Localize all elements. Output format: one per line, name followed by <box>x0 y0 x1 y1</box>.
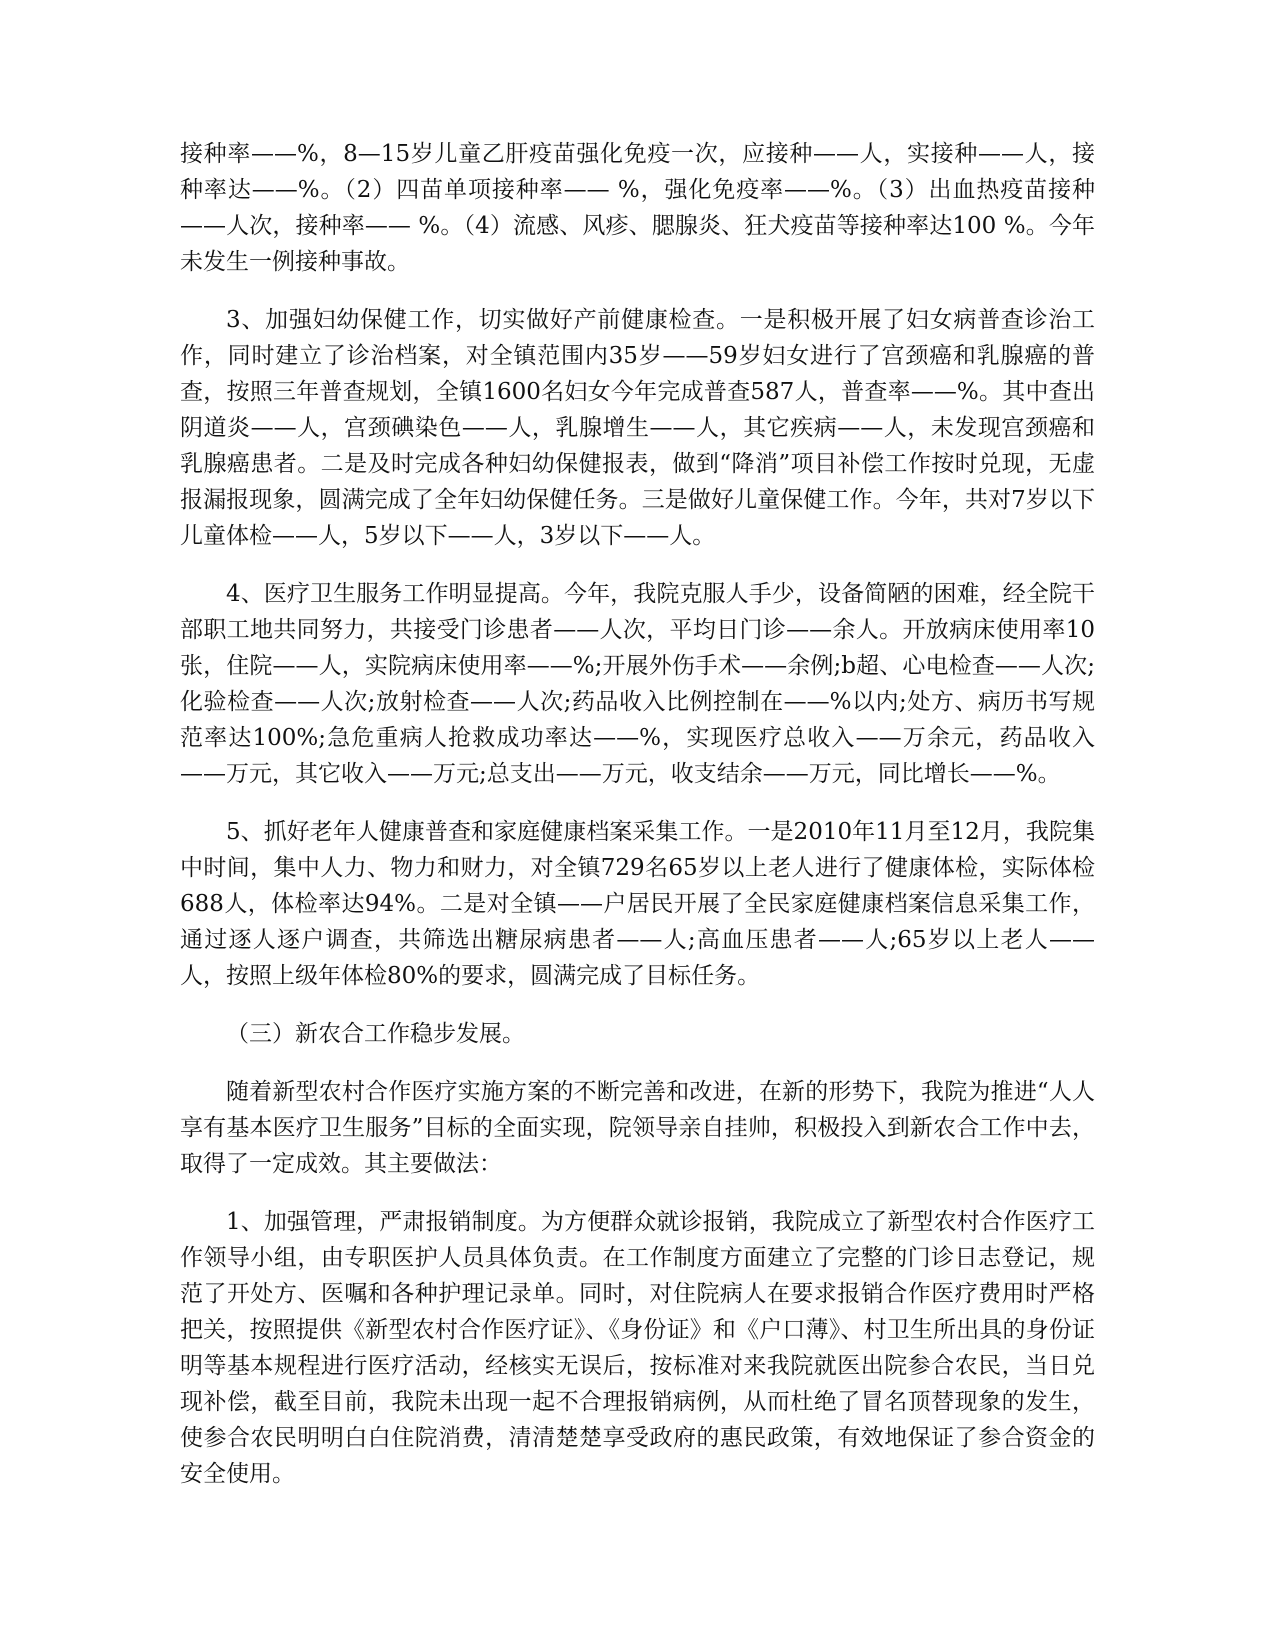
paragraph-medical-services: 4、医疗卫生服务工作明显提高。今年，我院克服人手少，设备简陋的困难，经全院干部职工地共同努力，共接受门诊患者——人次，平均日门诊——余人。开放病床使用率10张，住院——人，实院病床使用率——%;开展外伤手术——余例;b超、心电检查——人次;化验检查——人次;放射检查——人次;药品收入比例控制在——%以内;处方、病历书写规范率达100%;急危重病人抢救成功率达——%，实现医疗总收入——万余元，药品收入——万元，其它收入——万元;总支出——万元，收支结余——万元，同比增长——%。 <box>180 581 1095 787</box>
paragraph-vaccination-rates: 接种率——%，8—15岁儿童乙肝疫苗强化免疫一次，应接种——人，实接种——人，接种率达——%。（2）四苗单项接种率—— %，强化免疫率——%。（3）出血热疫苗接种——人次，接种率—— %。（4）流感、风疹、腮腺炎、狂犬疫苗等接种率达100 %。今年未发生一例接种事故。 <box>180 141 1095 275</box>
document-page <box>180 136 1095 1514</box>
section-heading-new-rural-cooperative: （三）新农合工作稳步发展。 <box>226 1021 525 1047</box>
paragraph-elderly-health-records: 5、抓好老年人健康普查和家庭健康档案采集工作。一是2010年11月至12月，我院集中时间，集中人力、物力和财力，对全镇729名65岁以上老人进行了健康体检，实际体检688人，体检率达94%。二是对全镇——户居民开展了全民家庭健康档案信息采集工作，通过逐人逐户调查，共筛选出糖尿病患者——人;高血压患者——人;65岁以上老人——人，按照上级年体检80%的要求，圆满完成了目标任务。 <box>180 819 1095 989</box>
paragraph-reimbursement-management: 1、加强管理，严肃报销制度。为方便群众就诊报销，我院成立了新型农村合作医疗工作领导小组，由专职医护人员具体负责。在工作制度方面建立了完整的门诊日志登记，规范了开处方、医嘱和各种护理记录单。同时，对住院病人在要求报销合作医疗费用时严格把关，按照提供《新型农村合作医疗证》、《身份证》和《户口薄》、村卫生所出具的身份证明等基本规程进行医疗活动，经核实无误后，按标准对来我院就医出院参合农民，当日兑现补偿，截至目前，我院未出现一起不合理报销病例，从而杜绝了冒名顶替现象的发生，使参合农民明明白白住院消费，清清楚楚享受政府的惠民政策，有效地保证了参合资金的安全使用。 <box>180 1209 1095 1487</box>
paragraph-cooperative-intro: 随着新型农村合作医疗实施方案的不断完善和改进，在新的形势下，我院为推进“人人享有基本医疗卫生服务”目标的全面实现，院领导亲自挂帅，积极投入到新农合工作中去，取得了一定成效。其主要做法： <box>180 1079 1095 1177</box>
paragraph-maternal-child-health: 3、加强妇幼保健工作，切实做好产前健康检查。一是积极开展了妇女病普查诊治工作，同时建立了诊治档案，对全镇范围内35岁——59岁妇女进行了宫颈癌和乳腺癌的普查，按照三年普查规划，全镇1600名妇女今年完成普查587人，普查率——%。其中查出阴道炎——人，宫颈碘染色——人，乳腺增生——人，其它疾病——人，未发现宫颈癌和乳腺癌患者。二是及时完成各种妇幼保健报表，做到“降消”项目补偿工作按时兑现，无虚报漏报现象，圆满完成了全年妇幼保健任务。三是做好儿童保健工作。今年，共对7岁以下儿童体检——人，5岁以下——人，3岁以下——人。 <box>180 307 1095 549</box>
